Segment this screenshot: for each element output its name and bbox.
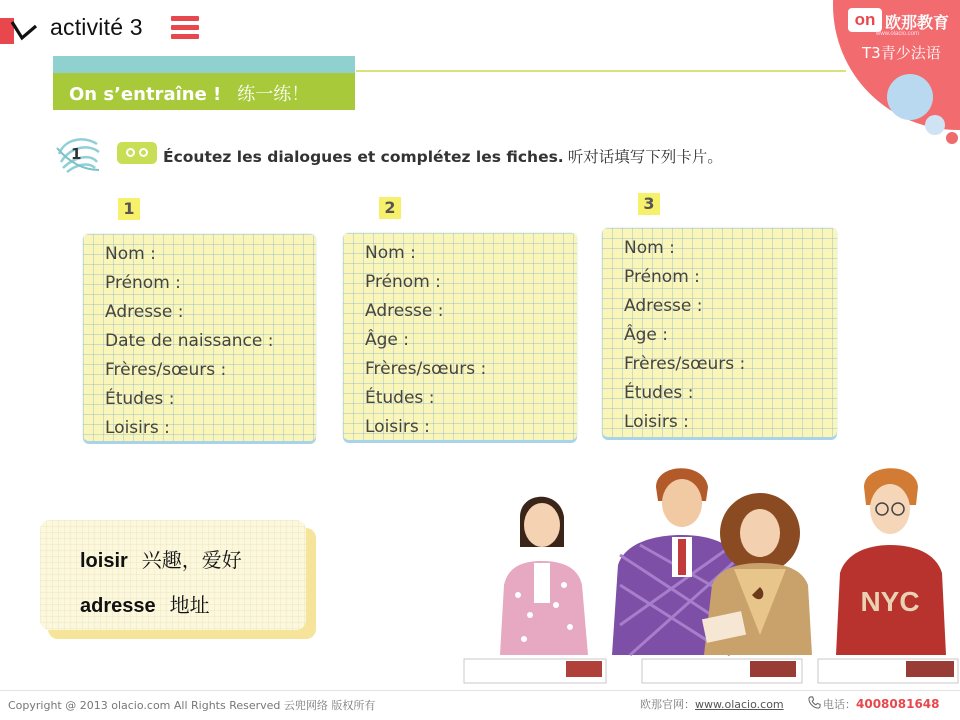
website-info	[640, 696, 784, 712]
exercise-instruction	[163, 145, 723, 167]
card-field: Date de naissance :	[105, 331, 274, 351]
exercise-number: 1	[71, 145, 82, 163]
section-banner	[53, 73, 355, 110]
card-field: Études :	[105, 389, 175, 409]
sweater-text: NYC	[860, 586, 920, 617]
banner-title-cn: 练一练！	[237, 84, 310, 105]
phone-info	[823, 696, 940, 712]
card-field: Adresse :	[105, 302, 184, 322]
card-field: Adresse :	[365, 301, 444, 321]
vocab-word: loisir	[80, 550, 128, 572]
desk-book	[566, 661, 602, 677]
card-field: Études :	[624, 383, 694, 403]
exercise-number-badge	[55, 132, 101, 176]
website-label: 欧那官网：	[640, 698, 695, 711]
desk-book	[750, 661, 796, 677]
card-field: Frères/sœurs :	[365, 359, 487, 379]
decor-bubble-red	[946, 132, 958, 144]
logo-mark: on	[848, 8, 882, 32]
card-field: Loisirs :	[105, 418, 170, 438]
footer-divider	[0, 690, 960, 691]
desk-book	[906, 661, 954, 677]
logo-url: www.olacio.com	[876, 31, 920, 37]
banner-divider	[356, 70, 846, 72]
card-field: Frères/sœurs :	[624, 354, 746, 374]
card-field-list	[365, 239, 486, 440]
card-field: Âge :	[365, 330, 410, 350]
card-field: Nom :	[105, 244, 156, 264]
website-link[interactable]: www.olacio.com	[695, 698, 784, 711]
card-field: Prénom :	[624, 267, 700, 287]
decor-bubble-large	[887, 74, 933, 120]
card-field: Prénom :	[105, 273, 181, 293]
card-number-1: 1	[118, 198, 140, 220]
vocab-item	[80, 544, 242, 573]
phone-number: 4008081648	[856, 697, 940, 711]
instruction-fr: Écoutez les dialogues et complétez les fiches.	[163, 148, 564, 166]
card-field-list	[624, 234, 745, 437]
card-field-list	[105, 240, 273, 441]
students-illustration	[460, 455, 960, 687]
card-field: Âge :	[624, 325, 669, 345]
card-field: Études :	[365, 388, 435, 408]
card-number-2: 2	[379, 197, 401, 219]
instruction-cn: 听对话填写下列卡片。	[567, 148, 723, 166]
card-field: Nom :	[365, 243, 416, 263]
phone-icon	[808, 696, 821, 709]
card-field: Prénom :	[365, 272, 441, 292]
banner-title-fr: On s’entraîne !	[69, 84, 222, 105]
vocab-translation: 地址	[169, 593, 210, 617]
vocab-item	[80, 589, 210, 618]
menu-icon[interactable]	[171, 16, 199, 42]
fiche-card-2	[343, 233, 577, 440]
vocab-word: adresse	[80, 595, 156, 617]
student-boy-nyc	[836, 468, 946, 655]
activity-title: activité 3	[50, 14, 143, 40]
banner-top-strip	[53, 56, 355, 73]
card-number-3: 3	[638, 193, 660, 215]
check-mark-icon	[10, 14, 40, 44]
phone-label: 电话：	[823, 698, 856, 711]
card-field: Loisirs :	[365, 417, 430, 437]
card-field: Nom :	[624, 238, 675, 258]
fiche-card-1	[83, 234, 316, 441]
copyright-text: Copyright @ 2013 olacio.com All Rights Reserved 云兜网络 版权所有	[8, 699, 376, 712]
card-field: Frères/sœurs :	[105, 360, 227, 380]
card-field: Adresse :	[624, 296, 703, 316]
student-girl-pink	[500, 497, 588, 655]
card-field: Loisirs :	[624, 412, 689, 432]
decor-bubble-small	[925, 115, 945, 135]
vocab-note	[40, 520, 306, 630]
course-label: T3青少法语	[862, 44, 941, 62]
fiche-card-3	[602, 228, 837, 437]
vocab-translation: 兴趣，爱好	[141, 548, 242, 572]
audio-icon[interactable]	[117, 142, 157, 164]
logo-text: 欧那教育	[885, 13, 950, 32]
